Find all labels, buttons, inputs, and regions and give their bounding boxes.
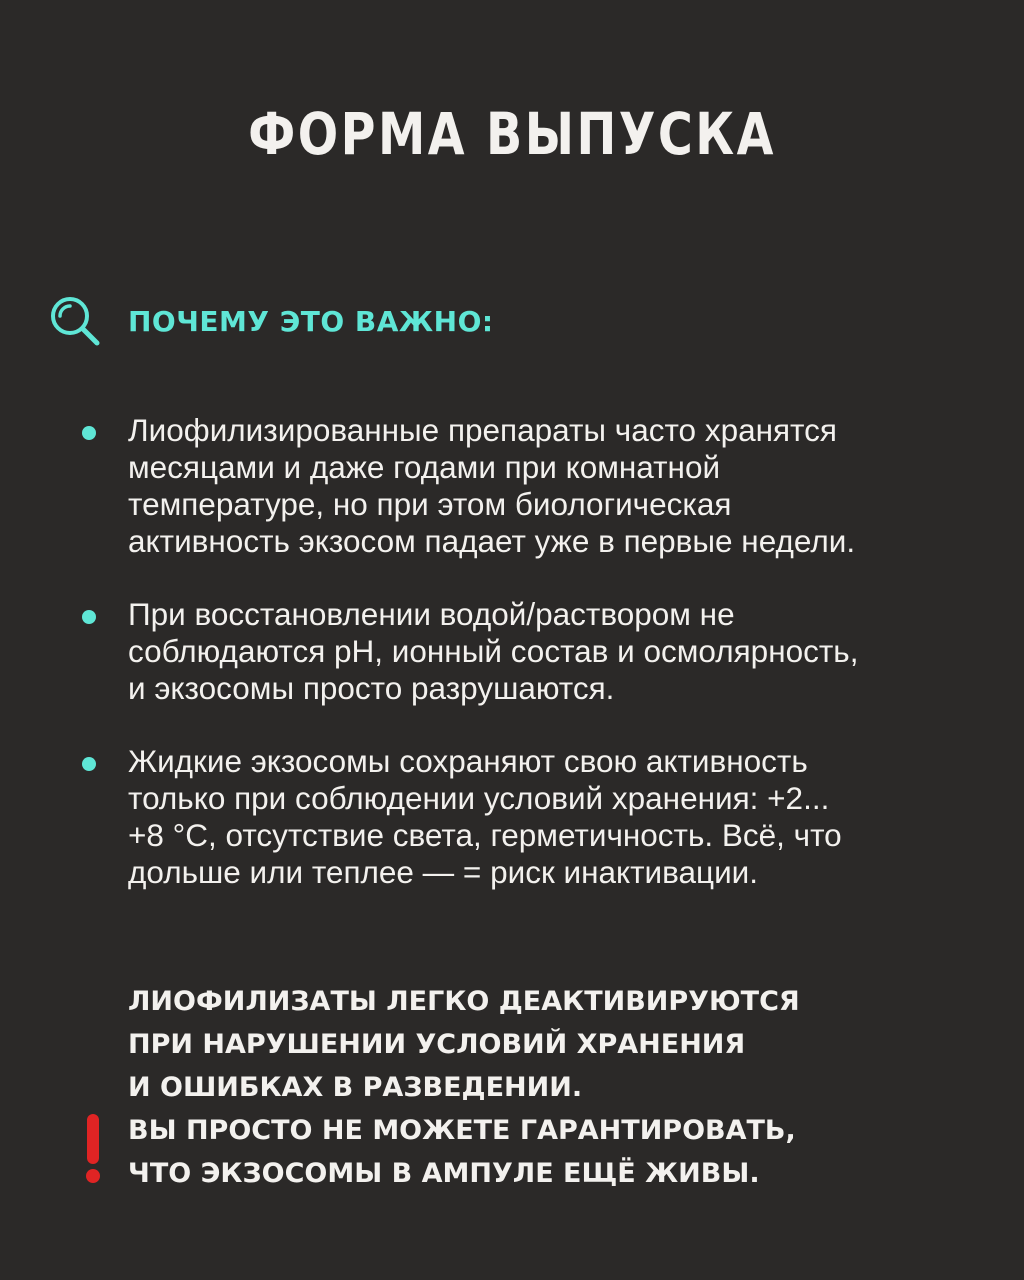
bullet-text: Лиофилизированные препараты часто хранятся месяцами и даже годами при комнатной температуре, но при этом биологическая активность экзосом падает уже в первые недели. [128,412,856,559]
exclamation-icon [84,1114,102,1184]
page-title: ФОРМА ВЫПУСКА [248,100,776,168]
warning-text: ЛИОФИЛИЗАТЫ ЛЕГКО ДЕАКТИВИРУЮТСЯ ПРИ НАРУШЕНИИ УСЛОВИЙ ХРАНЕНИЯ И ОШИБКАХ В РАЗВЕДЕНИИ. ВЫ ПРОСТО НЕ МОЖЕТЕ ГАРАНТИРОВАТЬ, ЧТО ЭКЗОСОМЫ В АМПУЛЕ ЕЩЁ ЖИВЫ. [128,986,800,1189]
list-item [80,743,1000,891]
bullet-dot-icon [82,757,96,771]
search-icon [48,294,102,348]
list-item [80,596,1000,707]
bullet-dot-icon [82,610,96,624]
bullet-text: Жидкие экзосомы сохраняют свою активность только при соблюдении условий хранения: +2... +8 °C, отсутствие света, герметичность. Всё, что дольше или теплее — = риск инактивации. [128,743,842,890]
bullet-dot-icon [82,426,96,440]
section-header [48,294,494,348]
list-item [80,412,1000,560]
section-label: ПОЧЕМУ ЭТО ВАЖНО: [128,304,494,338]
bullet-list [80,412,1000,927]
bullet-text: При восстановлении водой/раствором не соблюдаются pH, ионный состав и осмолярность, и экзосомы просто разрушаются. [128,596,859,706]
